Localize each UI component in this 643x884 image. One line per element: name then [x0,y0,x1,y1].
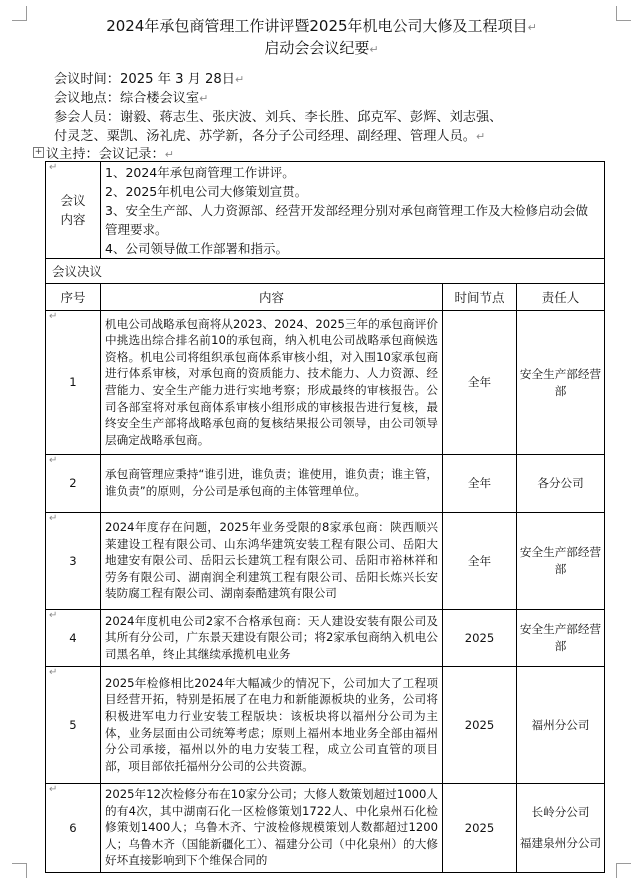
row-content: 承包商管理应秉持“谁引进，谁负责；谁使用，谁负责；谁主管，谁负责”的原则，分公司是承包商的主体管理单位。 [101,455,443,513]
header-owner: 责任人 [517,284,605,311]
agenda-item: 4、公司领导做工作部署和指示。 [105,240,288,256]
agenda-item: 1、2024年承包商管理工作讲评。 [105,164,295,180]
row-owner: 安全生产部经营部 [517,513,605,610]
table-row [46,311,605,455]
document-title-line1: 2024年承包商管理工作讲评暨2025年机电公司大修及工程项目↵ [106,17,537,35]
header-time: 时间节点 [443,284,517,311]
row-number: ↵ 1 [46,311,101,455]
table-row [46,455,605,513]
row-owner: 各分公司 [517,455,605,513]
meeting-place: 会议地点：综合楼会议室↵ [54,91,209,106]
row-owner: 安全生产部经营部 [517,311,605,455]
header-no: 序号 [46,284,101,311]
meeting-content-row [46,162,605,259]
row-time: 2025 [443,610,517,667]
table-move-handle-icon[interactable]: + [34,147,43,157]
header-content: 内容 [101,284,443,311]
table-row [46,513,605,610]
page-corner-mark [616,863,631,878]
row-content: 2025年12次检修分布在10家分公司；大修人数策划超过1000人的有4次，其中湖南石化一区检修策划1722人、中化泉州石化检修策划1400人；乌鲁木齐、宁波检修规模策划人数都超过1200人；乌鲁木齐（国能新疆化工）、福建分公司（中化泉州）的大修好坏直接影响到下个维保合同的 [101,784,443,873]
agenda-item: 2、2025年机电公司大修策划宣贯。 [105,183,308,199]
meeting-content-label: ↵ 会议 内容 [46,162,101,259]
decision-row [46,259,605,284]
meeting-time: 会议时间：2025 年 3 月 28日↵ [54,72,245,87]
row-owner: 安全生产部经营部 [517,610,605,667]
decision-label: 会议决议 [46,259,605,284]
row-owner [517,784,605,873]
row-time: 2025 [443,784,517,873]
row-time: 2025 [443,667,517,784]
row-time: 全年 [443,455,517,513]
page-corner-mark [12,863,27,878]
row-number: ↵ 2 [46,455,101,513]
row-number: ↵ 4 [46,610,101,667]
table-row [46,667,605,784]
agenda-item: 3、安全生产部、人力资源部、经营开发部经理分别对承包商管理工作及大检修启动会做管理要求。 [105,202,588,237]
row-owner-line: 福建泉州分公司 [519,835,602,850]
table-header-row [46,284,605,311]
row-number: ↵ 3 [46,513,101,610]
row-content: 机电公司战略承包商将从2023、2024、2025三年的承包商评价中挑选出综合排名前10的承包商，纳入机电公司战略承包商候选资格。机电公司将组织承包商体系审核小组，对入围10家承包商进行体系审核，对承包商的资质能力、技术能力、人力资源、经营能力、安全生产能力进行实地考察；形成最终的审核报告。公司各部室将对承包商体系审核小组形成的审核报告进行复核，最终安全生产部将战略承包商的复核结果报公司领导，由公司领导层确定战略承包商。 [101,311,443,455]
row-content: 2025年检修相比2024年大幅减少的情况下，公司加大了工程项目经营开拓，特别是拓展了在电力和新能源板块的业务，公司将积极进军电力行业安装工程版块：该板块将以福州分公司为主体，业务层面由公司统筹考虑；原则上福州本地业务全部由福州分公司承接，福州以外的电力安装工程，成立公司直管的项目部，项目部依托福州分公司的公共资源。 [101,667,443,784]
host-and-record: 议主持：会议记录：↵ [46,147,174,162]
row-content: 2024年度机电公司2家不合格承包商：天人建设安装有限公司及其所有分公司，广东景天建设有限公司；将2家承包商纳入机电公司黑名单，终止其继续承揽机电业务 [101,610,443,667]
document-title-line2: 启动会会议纪要↵ [264,39,379,57]
minutes-table [45,161,605,873]
row-number: ↵ 6 [46,784,101,873]
table-row [46,610,605,667]
row-owner: 福州分公司 [517,667,605,784]
attendees-line1: 参会人员：谢毅、蒋志生、张庆波、刘兵、李长胜、邱克军、彭辉、刘志强、 [54,110,503,125]
attendees-line2: 付灵芝、粟凯、汤礼虎、苏学新，各分子公司经理、副经理、管理人员。↵ [54,129,486,144]
row-time: 全年 [443,513,517,610]
agenda-list [101,162,605,259]
row-time: 全年 [443,311,517,455]
row-owner-line: 长岭分公司 [531,805,590,820]
row-content: 2024年度存在问题，2025年业务受限的8家承包商：陕西顺兴莱建设工程有限公司、山东鸿华建筑安装工程有限公司、岳阳大地建安有限公司、岳阳云长建筑工程有限公司、岳阳市裕林祥和劳务有限公司、湖南润全利建筑工程有限公司、岳阳长炼兴长安装防腐工程有限公司、湖南泰酷建筑有限公司 [101,513,443,610]
row-number: ↵ 5 [46,667,101,784]
table-row [46,784,605,873]
